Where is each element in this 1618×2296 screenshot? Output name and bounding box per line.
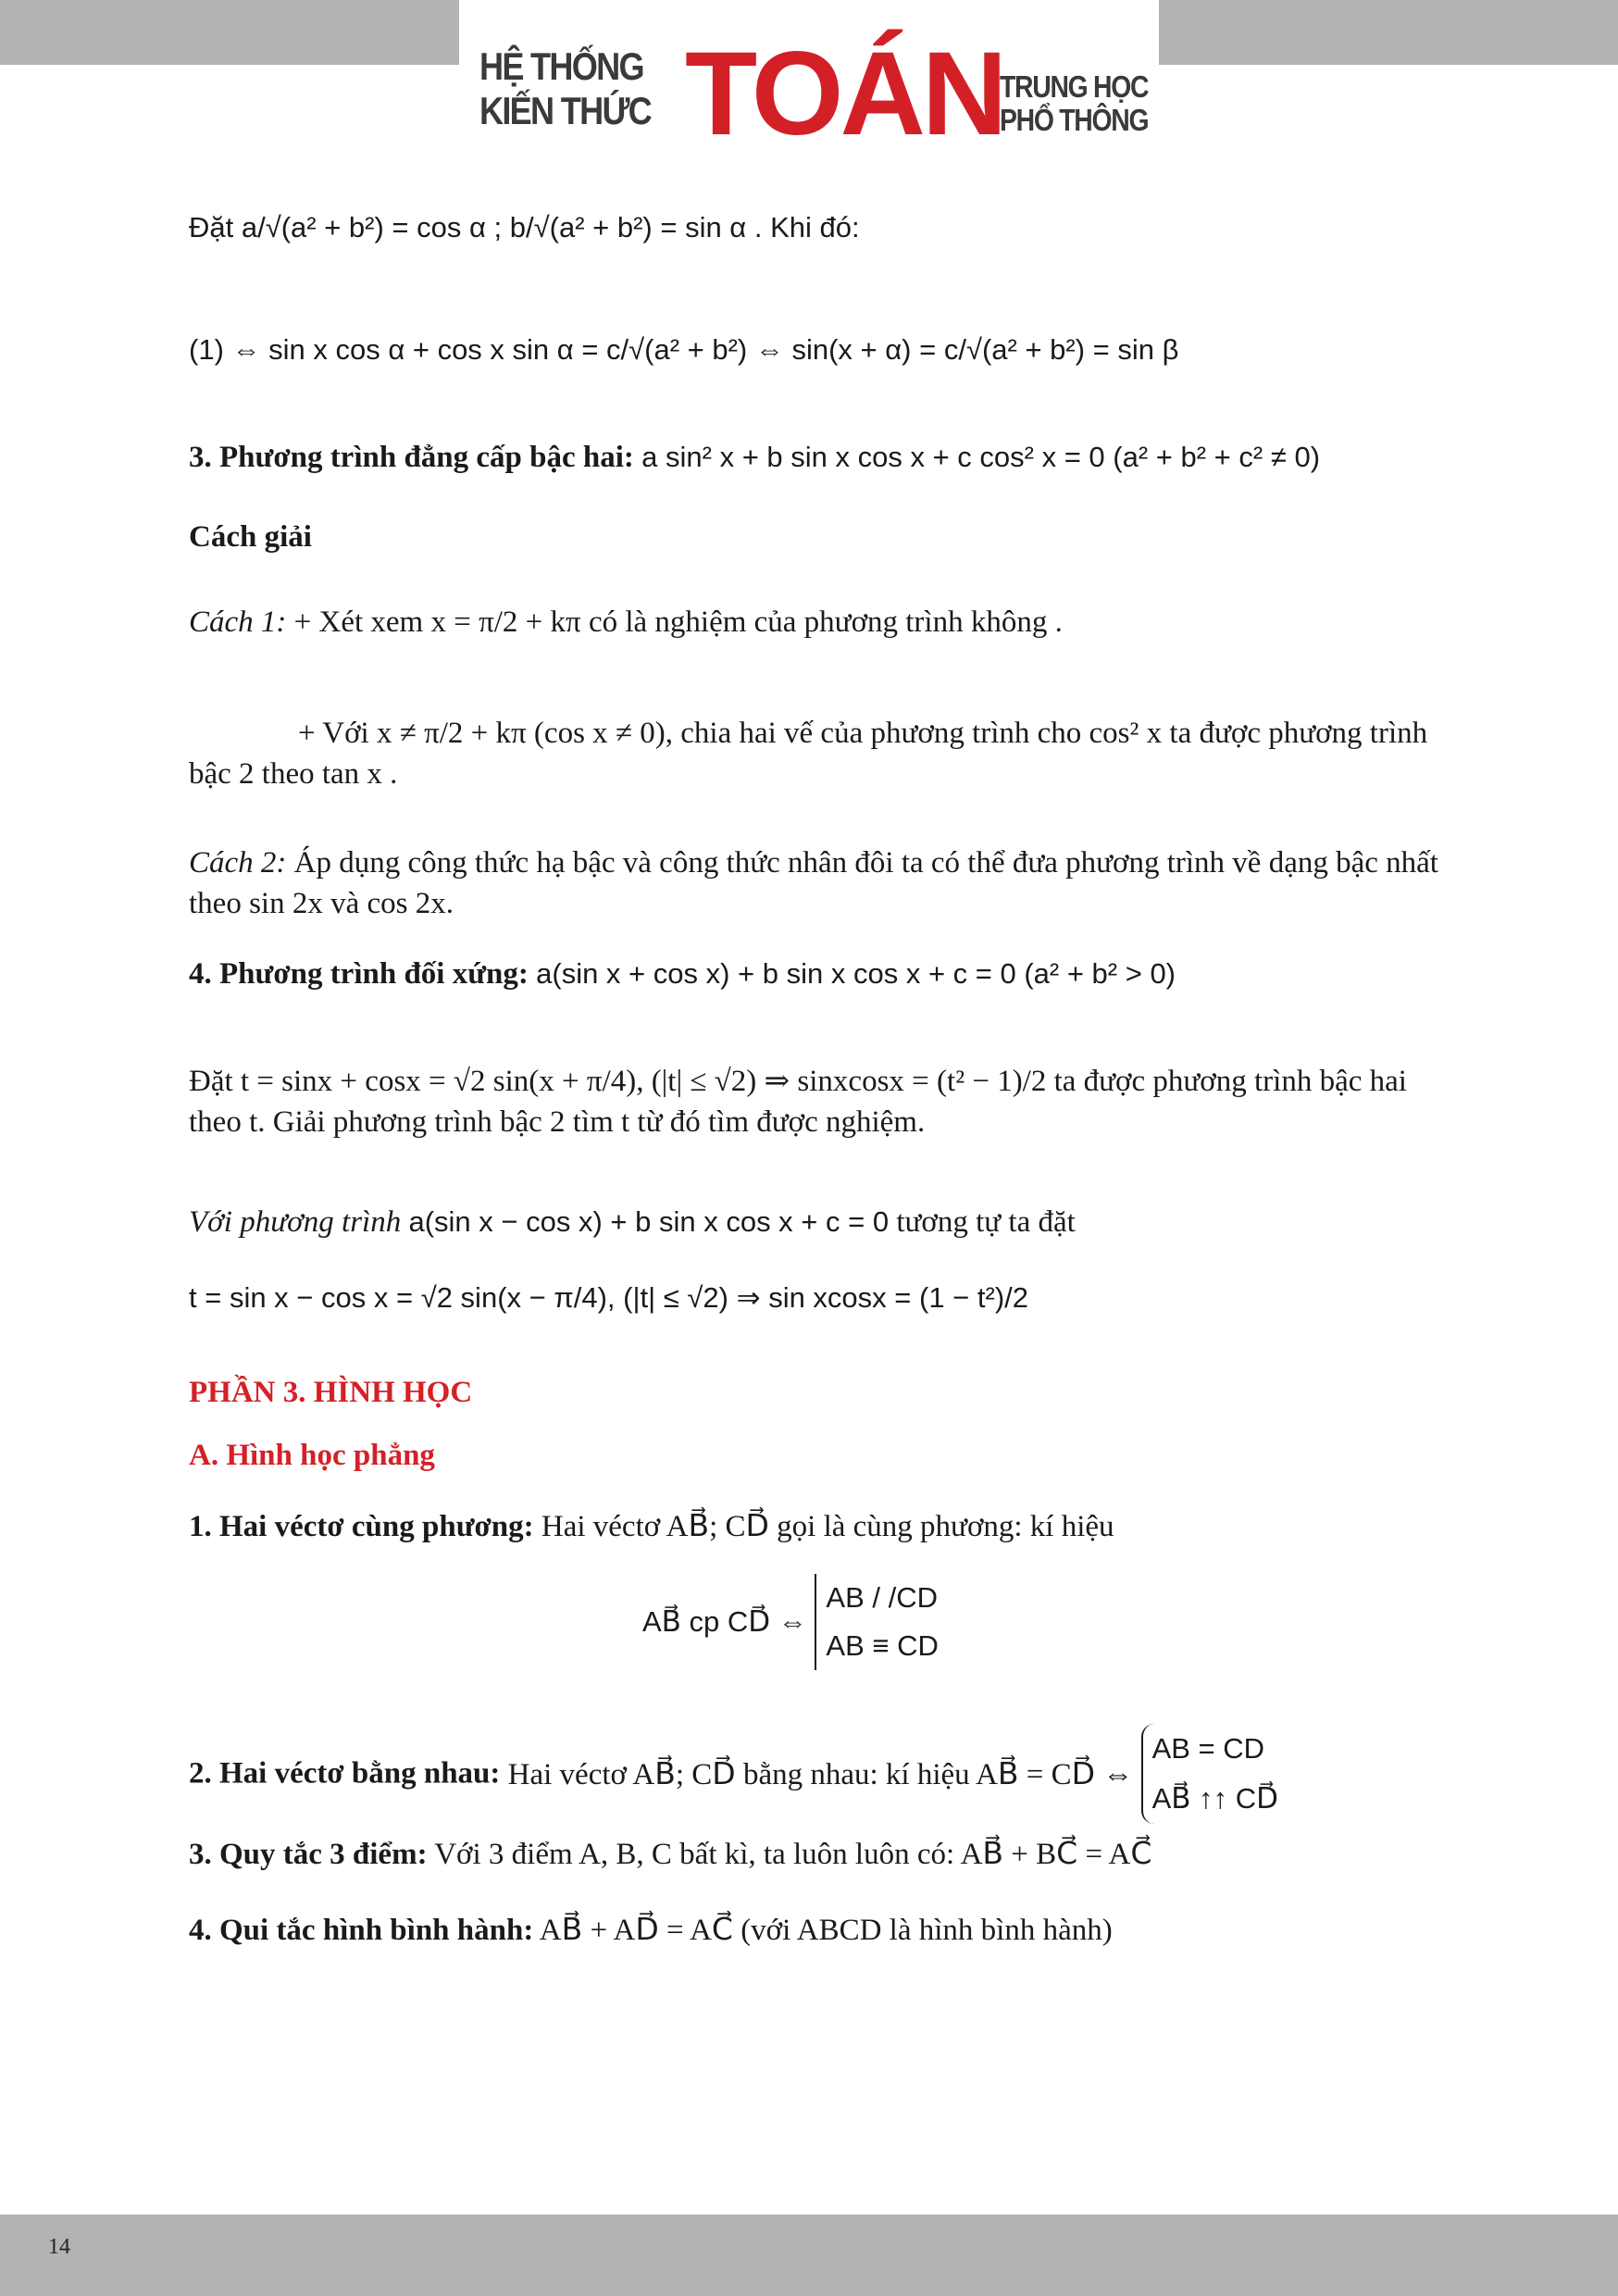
geometry-item-4-title: 4. Qui tắc hình bình hành: bbox=[189, 1914, 534, 1947]
geometry-item-1-text: Hai véctơ AB⃗; CD⃗ gọi là cùng phương: kí hiệu bbox=[541, 1510, 1114, 1543]
bottom-band bbox=[0, 2215, 1618, 2296]
level-line-2: PHỔ THÔNG bbox=[1000, 103, 1149, 137]
book-header bbox=[459, 0, 1159, 160]
equation-1-transform: (1) ⇔ sin x cos α + cos x sin α = c/√(a² + b²) ⇔ sin(x + α) = c/√(a² + b²) = sin β bbox=[189, 333, 1179, 366]
geometry-item-4-text: AB⃗ + AD⃗ = AC⃗ (với ABCD là hình bình hành) bbox=[539, 1914, 1113, 1947]
method-1-line bbox=[189, 605, 1063, 640]
geometry-item-4 bbox=[189, 1911, 1113, 1948]
top-left-band bbox=[0, 0, 459, 65]
level-line-1: TRUNG HỌC bbox=[1000, 69, 1149, 104]
page-number: 14 bbox=[48, 2235, 70, 2259]
method-1-label: Cách 1: bbox=[189, 605, 287, 639]
substitution-line: Đặt a/√(a² + b²) = cos α ; b/√(a² + b²) = sin α . Khi đó: bbox=[189, 211, 860, 243]
equal-case-2: AB⃗ ↑↑ CD⃗ bbox=[1151, 1782, 1279, 1815]
method-heading: Cách giải bbox=[189, 520, 312, 554]
equal-case-1: AB = CD bbox=[1151, 1732, 1265, 1765]
section-3-formula: a sin² x + b sin x cos x + c cos² x = 0 (a² + b² + c² ≠ 0) bbox=[641, 441, 1321, 473]
collinear-case-2: AB ≡ CD bbox=[826, 1629, 939, 1662]
subject-title: TOÁN bbox=[685, 28, 1004, 160]
collinear-condition bbox=[642, 1574, 939, 1670]
collinear-cases bbox=[815, 1574, 938, 1670]
collinear-case-1: AB / /CD bbox=[826, 1581, 938, 1614]
similar-case-formula: a(sin x − cos x) + b sin x cos x + c = 0 bbox=[408, 1205, 890, 1238]
similar-case-line bbox=[189, 1205, 1076, 1240]
equal-vector-cases bbox=[1141, 1724, 1278, 1824]
method-1-second-step: + Với x ≠ π/2 + kπ (cos x ≠ 0), chia hai vế của phương trình cho cos² x ta được phương trình bậc 2 theo tan x . bbox=[189, 717, 1428, 791]
series-title-right bbox=[1000, 69, 1149, 137]
geometry-item-3 bbox=[189, 1835, 1151, 1872]
method-1-text: + Xét xem x = π/2 + kπ có là nghiệm của phương trình không . bbox=[293, 605, 1063, 639]
series-title-left bbox=[479, 44, 652, 133]
part-3-heading: PHẦN 3. HÌNH HỌC bbox=[189, 1376, 473, 1409]
t-substitution-formula: t = sin x − cos x = √2 sin(x − π/4), (|t| ≤ √2) ⇒ sin xcosx = (1 − t²)/2 bbox=[189, 1281, 1029, 1314]
geometry-item-1-title: 1. Hai véctơ cùng phương: bbox=[189, 1510, 534, 1543]
series-line-1: HỆ THỐNG bbox=[479, 44, 643, 88]
similar-case-tail: tương tự ta đặt bbox=[896, 1205, 1076, 1239]
geometry-item-1 bbox=[189, 1507, 1114, 1544]
geometry-item-3-text: Với 3 điểm A, B, C bất kì, ta luôn luôn có: AB⃗ + BC⃗ = AC⃗ bbox=[434, 1838, 1152, 1871]
section-3-title: 3. Phương trình đẳng cấp bậc hai: bbox=[189, 441, 634, 474]
top-right-band bbox=[1159, 0, 1618, 65]
section-4-heading bbox=[189, 957, 1176, 992]
method-2-label: Cách 2: bbox=[189, 846, 287, 880]
method-2-paragraph bbox=[189, 842, 1438, 924]
collinear-left: AB⃗ cp CD⃗ ⇔ bbox=[642, 1605, 807, 1638]
geometry-item-2-text: Hai véctơ AB⃗; CD⃗ bằng nhau: kí hiệu AB⃗ = CD⃗ ⇔ bbox=[507, 1758, 1134, 1791]
geometry-item-2 bbox=[189, 1724, 1278, 1824]
part-a-heading: A. Hình học phẳng bbox=[189, 1439, 435, 1472]
similar-case-label: Với phương trình bbox=[189, 1205, 402, 1239]
section-4-substitution: Đặt t = sinx + cosx = √2 sin(x + π/4), (|t| ≤ √2) ⇒ sinxcosx = (t² − 1)/2 ta được phương trình bậc hai theo t. Giải phương trình bậc 2 tìm t từ đó tìm được nghiệm. bbox=[189, 1065, 1407, 1139]
series-line-2: KIẾN THỨC bbox=[479, 89, 652, 132]
section-4-formula: a(sin x + cos x) + b sin x cos x + c = 0 (a² + b² > 0) bbox=[536, 957, 1176, 990]
geometry-item-3-title: 3. Quy tắc 3 điểm: bbox=[189, 1838, 428, 1871]
geometry-item-2-title: 2. Hai véctơ bằng nhau: bbox=[189, 1756, 501, 1791]
section-3-heading bbox=[189, 441, 1320, 475]
section-4-title: 4. Phương trình đối xứng: bbox=[189, 957, 529, 991]
method-2-text: Áp dụng công thức hạ bậc và công thức nhân đôi ta có thể đưa phương trình về dạng bậc nhất theo sin 2x và cos 2x. bbox=[189, 846, 1438, 920]
